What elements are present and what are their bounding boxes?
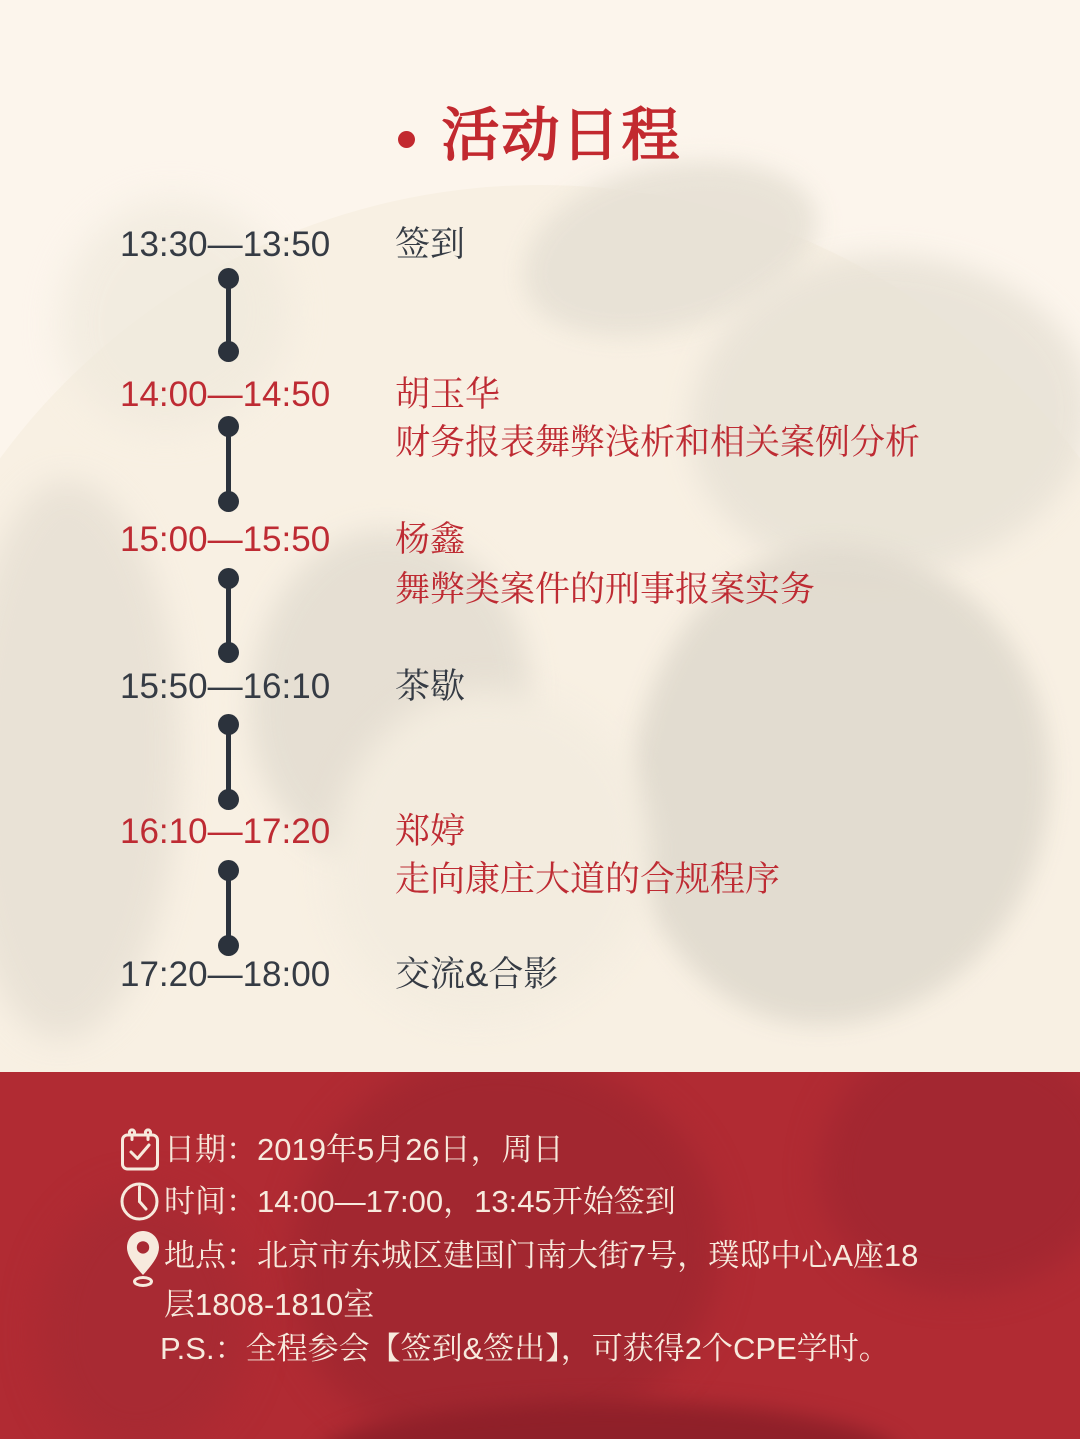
info-time-value: 14:00—17:00，13:45开始签到 [257, 1184, 676, 1219]
info-date-value: 2019年5月26日，周日 [257, 1132, 564, 1167]
schedule-label: 胡玉华 [395, 375, 501, 414]
connector-line [226, 286, 231, 344]
page-title-text: 活动日程 [441, 103, 682, 168]
schedule-time: 15:00—15:50 [120, 520, 331, 559]
connector-line [226, 434, 231, 494]
info-date-label: 日期： [164, 1132, 257, 1167]
timeline-connector [217, 860, 239, 956]
schedule-label: 签到 [395, 225, 466, 264]
schedule-row [120, 518, 465, 562]
schedule-row [120, 953, 558, 997]
connector-dot [218, 341, 239, 362]
page-title [0, 104, 1080, 168]
connector-dot [218, 642, 239, 663]
schedule-time: 17:20—18:00 [120, 955, 331, 994]
timeline-connector [217, 568, 239, 663]
schedule-row [120, 665, 465, 709]
info-row-date [164, 1130, 564, 1170]
info-time-label: 时间： [164, 1184, 257, 1219]
ps-note: P.S.：全程参会【签到&签出】，可获得2个CPE学时。 [160, 1331, 890, 1366]
schedule-time: 15:50—16:10 [120, 667, 331, 706]
schedule-row [120, 223, 465, 267]
info-location-label: 地点： [164, 1238, 257, 1273]
info-row-time [164, 1182, 676, 1222]
connector-line [226, 586, 231, 645]
continent-blob [690, 255, 1080, 575]
location-pin-icon [123, 1230, 163, 1288]
connector-line [226, 732, 231, 792]
schedule-row [120, 373, 500, 417]
info-location-value: 北京市东城区建国门南大街7号，璞邸中心A座18层1808-1810室 [164, 1238, 919, 1322]
timeline-connector [217, 416, 239, 512]
title-bullet-icon [398, 131, 415, 148]
schedule-label: 杨鑫 [395, 520, 466, 559]
schedule-subtitle: 走向康庄大道的合规程序 [395, 860, 781, 899]
connector-dot [218, 789, 239, 810]
timeline-connector [217, 714, 239, 810]
schedule-label: 茶歇 [395, 667, 466, 706]
clock-icon [119, 1181, 160, 1222]
schedule-row [120, 810, 465, 854]
calendar-check-icon [120, 1128, 160, 1172]
schedule-subtitle: 舞弊类案件的刑事报案实务 [395, 570, 816, 609]
schedule-time: 14:00—14:50 [120, 375, 331, 414]
schedule-time: 13:30—13:50 [120, 225, 331, 264]
schedule-label: 交流&合影 [395, 955, 559, 994]
schedule-subtitle: 财务报表舞弊浅析和相关案例分析 [395, 423, 921, 462]
timeline-connector [217, 268, 239, 362]
schedule-label: 郑婷 [395, 812, 466, 851]
connector-dot [218, 491, 239, 512]
info-row-location [164, 1231, 934, 1329]
schedule-time: 16:10—17:20 [120, 812, 331, 851]
connector-line [226, 878, 231, 938]
